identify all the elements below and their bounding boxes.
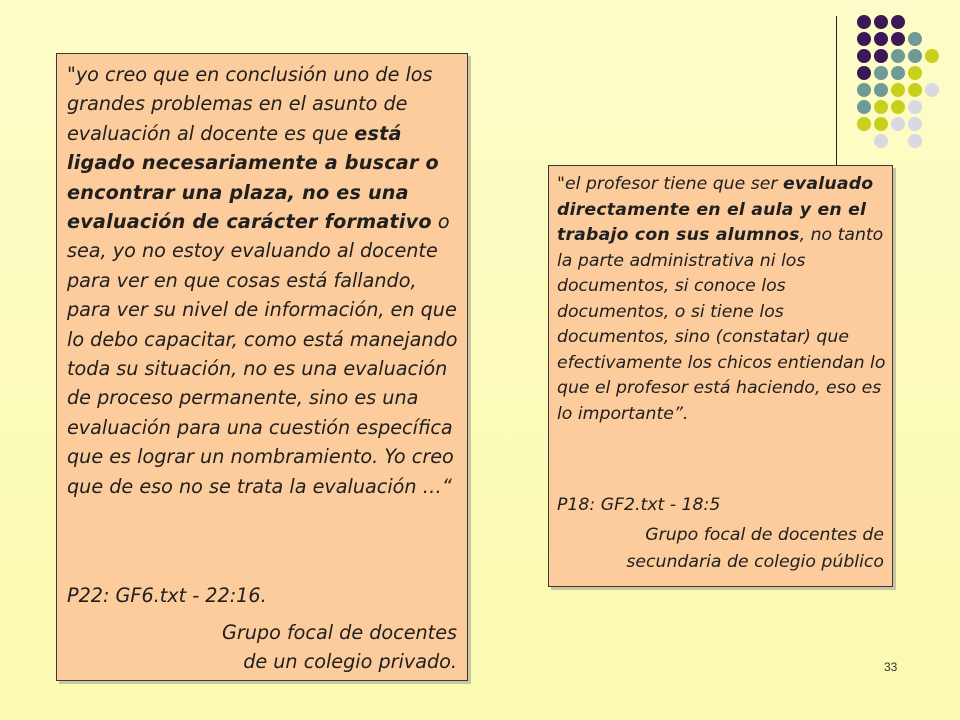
dot [874,66,888,80]
divider-line [836,16,837,170]
dot [857,83,871,97]
dot [891,66,905,80]
dot [857,117,871,131]
dot [908,100,922,114]
quote-box-public-school [548,165,893,587]
quote-source-line1: Grupo focal de docentes de [645,525,884,545]
dot [857,100,871,114]
dot [874,83,888,97]
dot [857,66,871,80]
quote-text-part2: o sea, yo no estoy evaluando al docente para ver en que cosas está fallando, para ver su nivel de información, en que lo debo capacitar, como está manejando toda su situación, no es una evaluación de proceso permanente, sino es una evaluación para una cuestión específica que es lograr un nombramiento. Yo creo que de eso no se trata la evaluación …“ [67,210,458,498]
dot [891,100,905,114]
dot [874,15,888,29]
quote-source-line2: de un colegio privado. [243,650,457,673]
quote-text-part2: , no tanto la parte administrativa ni los documentos, si conoce los documentos, o si tiene los documentos, sino (constatar) que efectivamente los chicos entiendan lo que el profesor está haciendo, eso es lo importante”. [557,225,886,424]
quote-text [557,172,887,427]
dot [874,49,888,63]
dot [874,134,888,148]
quote-source-line1: Grupo focal de docentes [221,621,457,644]
dot [891,49,905,63]
dot [908,32,922,46]
dot [908,66,922,80]
dot [857,49,871,63]
dot [857,15,871,29]
dot [874,100,888,114]
quote-source [222,618,457,676]
dot [891,32,905,46]
quote-text [67,60,463,501]
dot [874,117,888,131]
dot [891,15,905,29]
dot [891,83,905,97]
quote-highlight: evaluado directamente en el aula y en el trabajo con sus alumnos [557,174,874,245]
dot [908,134,922,148]
dot [908,83,922,97]
quote-reference: P18: GF2.txt - 18:5 [557,495,721,515]
quote-box-private-school [56,53,468,681]
quote-source-line2: secundaria de colegio público [626,552,884,572]
quote-source [626,522,884,576]
dot [891,117,905,131]
dot [908,49,922,63]
quote-reference: P22: GF6.txt - 22:16. [67,584,267,607]
quote-highlight: está ligado necesariamente a buscar o encontrar una plaza, no es una evaluación de carácter formativo [67,121,439,234]
dot [925,49,939,63]
quote-text-part1: "yo creo que en conclusión uno de los grandes problemas en el asunto de evaluación al docente es que [67,63,433,145]
dot [908,117,922,131]
dot [874,32,888,46]
quote-text-part1: "el profesor tiene que ser [557,174,783,194]
page-number: 33 [884,660,898,674]
dot [925,83,939,97]
dot [857,32,871,46]
